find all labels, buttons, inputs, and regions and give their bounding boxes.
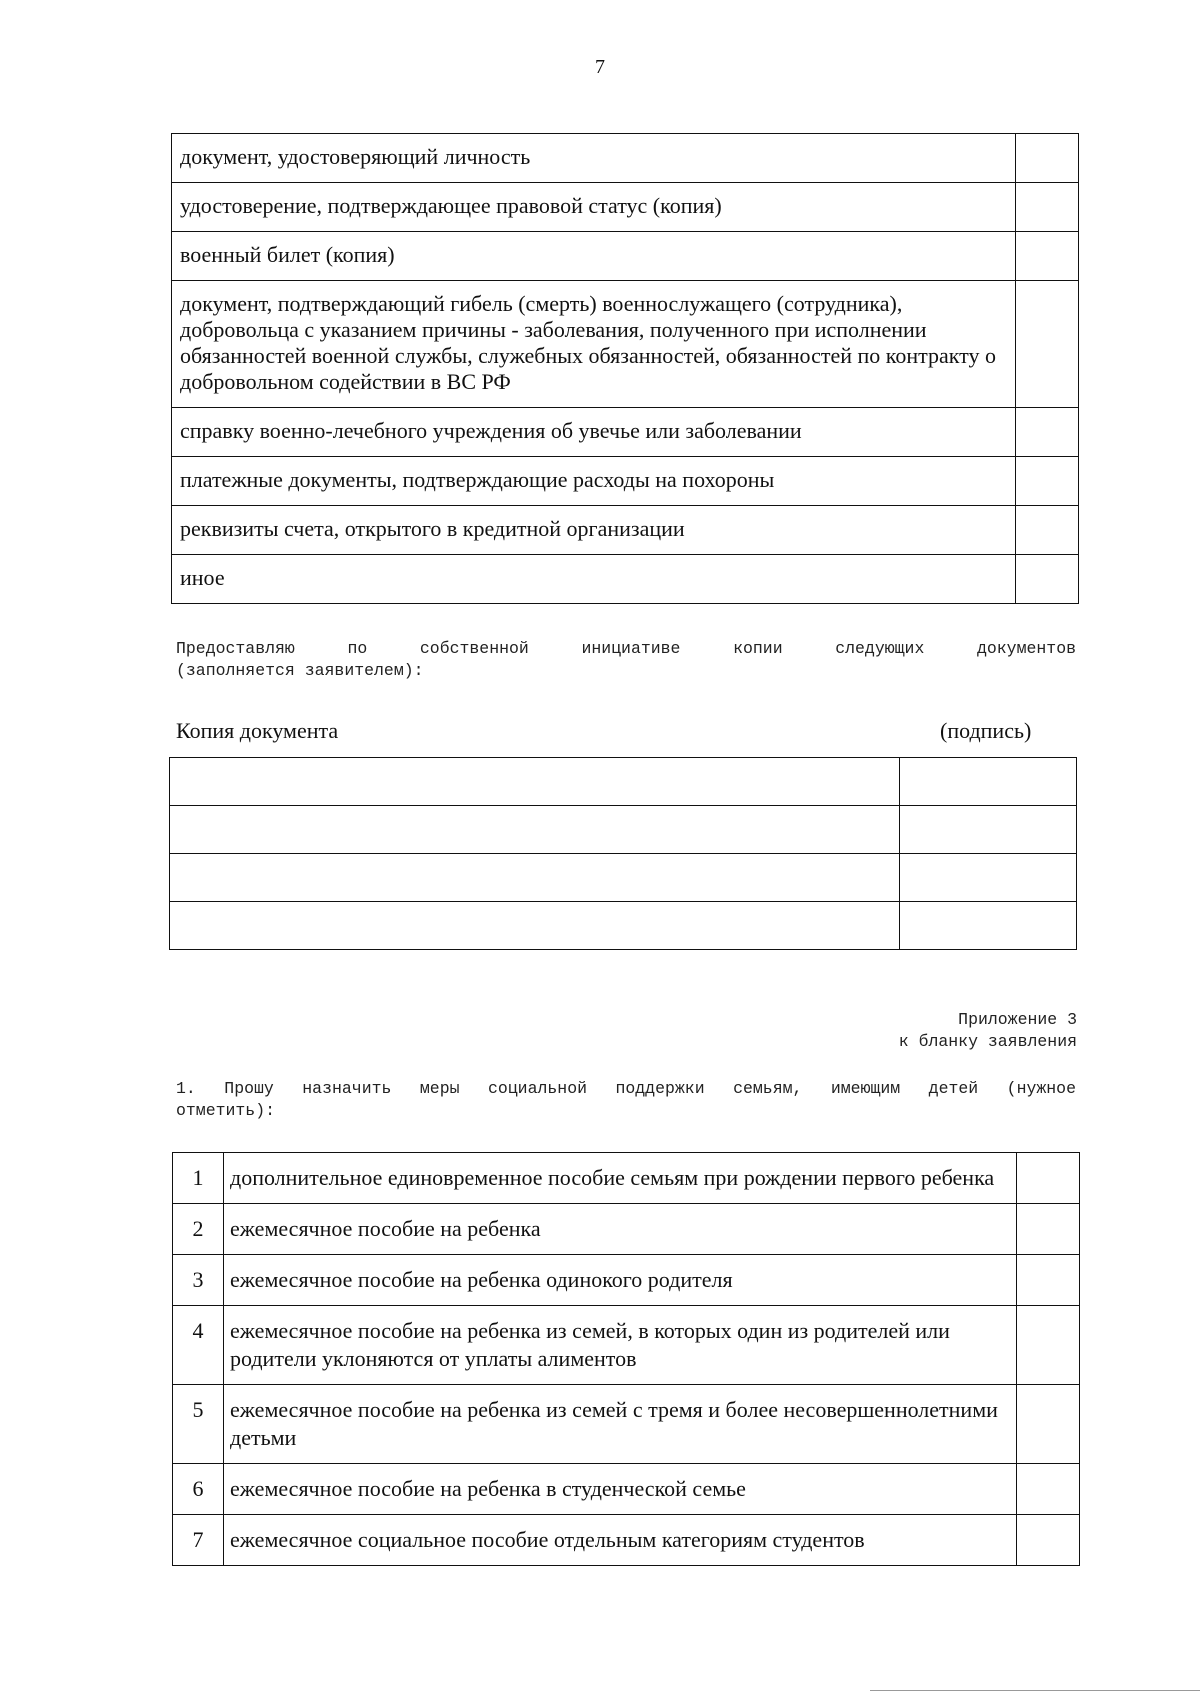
table-row [172,555,1079,604]
documents-table [171,133,1079,604]
table-row [172,183,1079,232]
request-line-1: 1. Прошу назначить меры социальной поддержки семьям, имеющим детей (нужное [176,1079,1076,1098]
table-row [170,758,1077,806]
document-checkbox[interactable] [1016,183,1079,232]
table-row [172,457,1079,506]
table-row [170,806,1077,854]
appendix-heading [899,1009,1077,1053]
page-number: 7 [595,56,605,78]
document-checkbox[interactable] [1016,506,1079,555]
table-row [170,902,1077,950]
benefit-checkbox[interactable] [1017,1204,1080,1255]
table-row [173,1464,1080,1515]
document-label: военный билет (копия) [172,232,1016,281]
initiative-line-2: (заполняется заявителем): [176,661,424,680]
benefit-number: 6 [173,1464,224,1515]
document-label: удостоверение, подтверждающее правовой статус (копия) [172,183,1016,232]
table-row [173,1385,1080,1464]
table-row [173,1204,1080,1255]
copy-document-field[interactable] [170,854,900,902]
document-label: документ, подтверждающий гибель (смерть) военнослужащего (сотрудника), добровольца с указанием причины - заболевания, полученного при исполнении обязанностей военной службы, служебных обязанностей, обязанностей по контракту о добровольном содействии в ВС РФ [172,281,1016,408]
table-row [172,232,1079,281]
copy-document-field[interactable] [170,758,900,806]
benefit-checkbox[interactable] [1017,1385,1080,1464]
initiative-note [176,638,1076,682]
benefit-label: дополнительное единовременное пособие семьям при рождении первого ребенка [224,1153,1017,1204]
benefit-label: ежемесячное пособие на ребенка одинокого родителя [224,1255,1017,1306]
document-checkbox[interactable] [1016,408,1079,457]
table-row [173,1515,1080,1566]
benefit-checkbox[interactable] [1017,1255,1080,1306]
table-row [172,281,1079,408]
document-label: документ, удостоверяющий личность [172,134,1016,183]
request-line-2: отметить): [176,1101,276,1120]
benefit-checkbox[interactable] [1017,1153,1080,1204]
benefit-label: ежемесячное пособие на ребенка из семей с тремя и более несовершеннолетними детьми [224,1385,1017,1464]
table-row [173,1153,1080,1204]
table-row [172,134,1079,183]
benefit-number: 5 [173,1385,224,1464]
signature-field[interactable] [900,854,1077,902]
table-row [172,408,1079,457]
document-label: иное [172,555,1016,604]
table-row [170,854,1077,902]
document-checkbox[interactable] [1016,555,1079,604]
table-row [172,506,1079,555]
benefit-label: ежемесячное пособие на ребенка из семей, в которых один из родителей или родители уклоняются от уплаты алиментов [224,1306,1017,1385]
signature-field[interactable] [900,806,1077,854]
document-label: справку военно-лечебного учреждения об увечье или заболевании [172,408,1016,457]
request-note [176,1078,1076,1122]
benefits-table [172,1152,1080,1566]
benefit-number: 7 [173,1515,224,1566]
benefit-number: 2 [173,1204,224,1255]
benefit-number: 1 [173,1153,224,1204]
footer-divider [870,1690,1200,1691]
signature-header: (подпись) [940,718,1032,743]
copy-document-header: Копия документа [176,718,339,743]
signature-field[interactable] [900,902,1077,950]
document-checkbox[interactable] [1016,134,1079,183]
signature-field[interactable] [900,758,1077,806]
initiative-line-1: Предоставляю по собственной инициативе копии следующих документов [176,639,1076,658]
document-label: реквизиты счета, открытого в кредитной организации [172,506,1016,555]
table-row [173,1306,1080,1385]
benefit-number: 3 [173,1255,224,1306]
benefit-number: 4 [173,1306,224,1385]
appendix-line-1: Приложение 3 [958,1010,1077,1029]
benefit-checkbox[interactable] [1017,1306,1080,1385]
document-checkbox[interactable] [1016,457,1079,506]
benefit-checkbox[interactable] [1017,1464,1080,1515]
benefit-label: ежемесячное пособие на ребенка в студенческой семье [224,1464,1017,1515]
document-checkbox[interactable] [1016,232,1079,281]
table-row [173,1255,1080,1306]
benefit-label: ежемесячное пособие на ребенка [224,1204,1017,1255]
benefit-label: ежемесячное социальное пособие отдельным категориям студентов [224,1515,1017,1566]
appendix-line-2: к бланку заявления [898,1032,1077,1051]
benefit-checkbox[interactable] [1017,1515,1080,1566]
document-label: платежные документы, подтверждающие расходы на похороны [172,457,1016,506]
document-checkbox[interactable] [1016,281,1079,408]
copy-document-field[interactable] [170,806,900,854]
copies-table [169,757,1077,950]
copy-document-field[interactable] [170,902,900,950]
